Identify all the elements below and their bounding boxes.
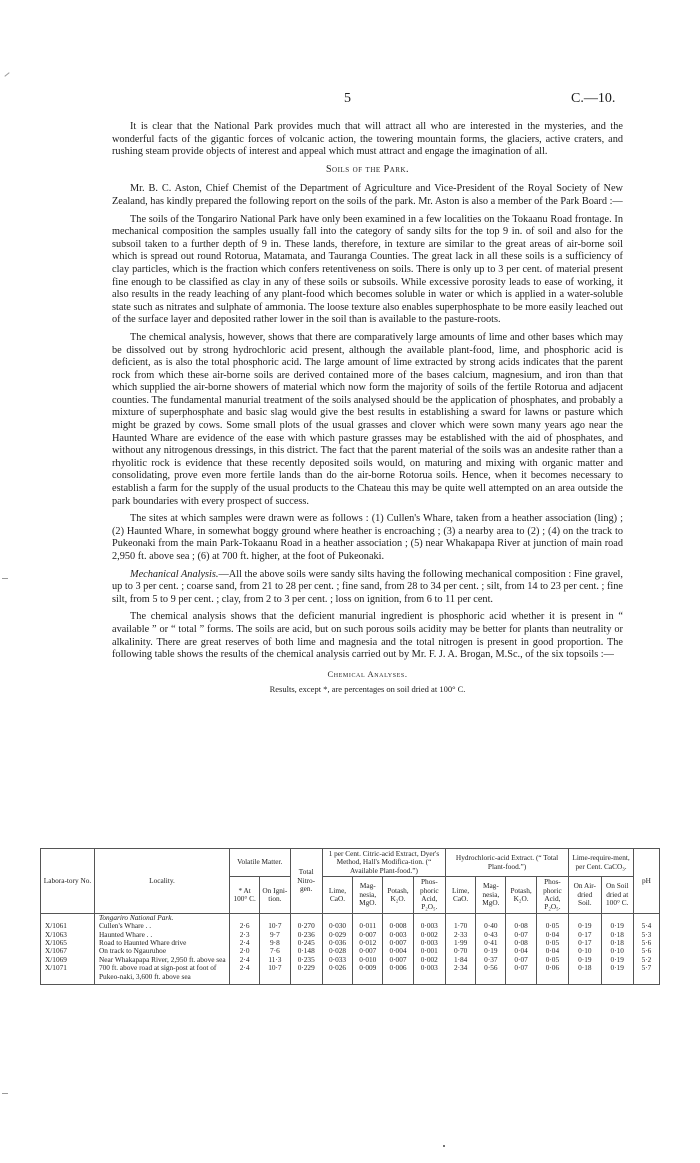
header-soil-dried: On Soil dried at 100° C. — [601, 877, 633, 914]
table-cell-air: 0·19 — [569, 922, 601, 930]
table-cell-c-phos: 0·003 — [413, 939, 445, 947]
table-cell-lab: X/1071 — [41, 964, 95, 984]
table-cell-h-phos: 0·04 — [536, 947, 568, 955]
mechanical-analysis-text: —All the above soils were sandy silts having the following mechanical composition : Fine gravel, up to 3 per cent. ; coarse sand, from 21 to 28 per cent. ; fine sand, from 28 to 34 per cent. ; silt, from 14 to 23 per cent. ; fine silt, from 5 to 9 per cent. ; clay, from 2 to 3 per cent. ; loss on ignition, from 6 to 11 per cent. — [112, 568, 623, 605]
table-cell-air: 0·18 — [569, 964, 601, 984]
table-cell-c-mag: 0·007 — [353, 947, 383, 955]
table-cell-h-lime: 1·70 — [446, 922, 476, 930]
header-vol-at-100: * At 100° C. — [230, 877, 260, 914]
table-cell-n: 0·270 — [290, 922, 322, 930]
table-cell-vol-at: 2·3 — [230, 931, 260, 939]
table-cell-dry: 0·18 — [601, 931, 633, 939]
header-air-dried: On Air-dried Soil. — [569, 877, 601, 914]
table-cell-n: 0·148 — [290, 947, 322, 955]
header-vol-ignition: On Igni-tion. — [260, 877, 290, 914]
table-cell-ph: 5·6 — [633, 947, 659, 955]
aston-intro-paragraph: Mr. B. C. Aston, Chief Chemist of the Department of Agriculture and Vice-President of the Royal Society of New Zealand, has kindly prepared the following report on the soils of the park. Mr. Aston is also a member of the Park Board :— — [112, 183, 623, 207]
table-cell-c-phos: 0·001 — [413, 947, 445, 955]
sample-sites-paragraph: The sites at which samples were drawn were as follows : (1) Cullen's Whare, taken from a heather association (ling) ; (2) Haunted Whare, in somewhat boggy ground where heather is encroaching ; (3) a nearby area to (2) ; (4) on the track to Pukeonaki from the main Park-Tokaanu Road in a heather association ; (5) near Whakapapa River at junction of main road 2,950 ft. above sea ; (6) at 700 ft. higher, at the foot of Pukeonaki. — [112, 513, 623, 562]
table-cell-c-lime: 0·030 — [322, 922, 352, 930]
table-cell-c-phos: 0·003 — [413, 964, 445, 984]
table-cell-vol-at: 2·4 — [230, 939, 260, 947]
table-cell-locality: Near Whakapapa River, 2,950 ft. above sea — [95, 956, 230, 964]
table-cell-vol-ign: 9·7 — [260, 931, 290, 939]
table-cell-h-pot: 0·07 — [506, 964, 536, 984]
table-cell-c-pot: 0·003 — [383, 931, 413, 939]
table-cell-dry: 0·19 — [601, 964, 633, 984]
table-cell-n: 0·245 — [290, 939, 322, 947]
table-cell-ph: 5·2 — [633, 956, 659, 964]
table-cell-h-phos: 0·04 — [536, 931, 568, 939]
table-cell-c-mag: 0·011 — [353, 922, 383, 930]
margin-mark — [2, 578, 8, 579]
table-cell-c-phos: 0·003 — [413, 922, 445, 930]
table-cell-c-lime: 0·026 — [322, 964, 352, 984]
table-cell-vol-at: 2·6 — [230, 922, 260, 930]
table-cell-air: 0·17 — [569, 939, 601, 947]
page-dot — [443, 1145, 445, 1147]
table-cell-locality: Haunted Whare . . — [95, 931, 230, 939]
document-body — [112, 121, 623, 699]
header-citric-magnesia: Mag-nesia, MgO. — [353, 877, 383, 914]
margin-mark — [2, 1093, 8, 1094]
table-caption: Results, except *, are percentages on soil dried at 100° C. — [269, 684, 466, 695]
table-cell-lab: X/1069 — [41, 956, 95, 964]
table-cell-c-pot: 0·004 — [383, 947, 413, 955]
table-cell-c-mag: 0·007 — [353, 931, 383, 939]
table-cell-ph: 5·3 — [633, 931, 659, 939]
table-cell-c-pot: 0·006 — [383, 964, 413, 984]
header-citric-phosphoric: Phos-phoric Acid, P₂O₅. — [413, 877, 445, 914]
header-hcl-phosphoric: Phos-phoric Acid, P₂O₅. — [536, 877, 568, 914]
table-cell-dry: 0·18 — [601, 939, 633, 947]
table-cell-c-lime: 0·028 — [322, 947, 352, 955]
header-locality: Locality. — [95, 849, 230, 914]
header-lime-requirement: Lime-require-ment, per Cent. CaCO₃. — [569, 849, 634, 877]
table-subheading: Tongariro National Park. — [95, 913, 230, 922]
table-cell-h-pot: 0·08 — [506, 922, 536, 930]
table-cell-h-lime: 0·70 — [446, 947, 476, 955]
table-cell-n: 0·236 — [290, 931, 322, 939]
table-cell-c-mag: 0·009 — [353, 964, 383, 984]
table-cell-dry: 0·19 — [601, 922, 633, 930]
table-cell-ph: 5·7 — [633, 964, 659, 984]
table-cell-h-mag: 0·41 — [476, 939, 506, 947]
page-header — [0, 91, 700, 107]
table-cell-h-pot: 0·07 — [506, 931, 536, 939]
table-cell-locality: On track to Ngauruhoe — [95, 947, 230, 955]
header-citric-lime: Lime, CaO. — [322, 877, 352, 914]
table-cell-c-phos: 0·002 — [413, 956, 445, 964]
table-cell-c-phos: 0·002 — [413, 931, 445, 939]
header-hcl-potash: Potash, K₂O. — [506, 877, 536, 914]
table-cell-dry: 0·19 — [601, 956, 633, 964]
table-cell-vol-ign: 9·8 — [260, 939, 290, 947]
table-cell-lab: X/1065 — [41, 939, 95, 947]
table-cell-h-lime: 2·33 — [446, 931, 476, 939]
table-cell-vol-ign: 7·6 — [260, 947, 290, 955]
chemical-analyses-table — [40, 848, 660, 985]
table-cell-air: 0·19 — [569, 956, 601, 964]
table-cell-h-phos: 0·06 — [536, 964, 568, 984]
header-ph: pH — [633, 849, 659, 914]
table-cell-h-pot: 0·08 — [506, 939, 536, 947]
table-cell-n: 0·235 — [290, 956, 322, 964]
table-cell-c-lime: 0·029 — [322, 931, 352, 939]
header-hcl-lime: Lime, CaO. — [446, 877, 476, 914]
table-cell-h-mag: 0·19 — [476, 947, 506, 955]
table-cell-c-pot: 0·007 — [383, 956, 413, 964]
table-cell-air: 0·17 — [569, 931, 601, 939]
table-cell-c-mag: 0·012 — [353, 939, 383, 947]
header-citric-potash: Potash, K₂O. — [383, 877, 413, 914]
table-cell-ph: 5·4 — [633, 922, 659, 930]
header-hcl-magnesia: Mag-nesia, MgO. — [476, 877, 506, 914]
soil-texture-paragraph: The soils of the Tongariro National Park have only been examined in a few localities on the Tokaanu Road frontage. In mechanical composition the samples usually fall into the category of sandy silts for the top 9 in. of soil and also for the subsoil taken to a further depth of 9 in. These lands, therefore, in texture are similar to the great areas of air-borne soil which is spread out round Rotorua, Matamata, and Tauranga Counties. The great lack in all these soils is a sufficiency of clay particles, which is the fraction which confers retentiveness on soils. There is only up to 3 per cent. of material present fine enough to be classified as clay in any of these soils or subsoils. While excessive porosity leads to ease of working, it also results in the ready leaching of any plant-food which becomes soluble in water or which is applied in a water-soluble state such as nitrates and sulphate of ammonia. The loose texture also enables superphosphate to be more easily leached out of the surface layer and deposited rather lower in the soil than is available to the pasture-roots. — [112, 213, 623, 326]
header-hcl-extract: Hydrochloric-acid Extract. (“ Total Plant-food.”) — [446, 849, 569, 877]
table-cell-vol-at: 2·0 — [230, 947, 260, 955]
table-cell-c-mag: 0·010 — [353, 956, 383, 964]
table-cell-h-phos: 0·05 — [536, 922, 568, 930]
table-cell-c-lime: 0·033 — [322, 956, 352, 964]
table-cell-h-lime: 2·34 — [446, 964, 476, 984]
table-cell-locality: 700 ft. above road at sign-post at foot of Pukeo-naki, 3,600 ft. above sea — [95, 964, 230, 984]
intro-paragraph: It is clear that the National Park provides much that will attract all who are interested in the mysteries, and the wonderful facts of the gigantic forces of volcanic action, the towering mountain forms, the glaciers, active craters, and rushing steam provide objects of interest and appeal which must attract and engage the imagination of all. — [112, 121, 623, 158]
table-cell-h-mag: 0·37 — [476, 956, 506, 964]
mechanical-analysis-paragraph — [112, 569, 623, 607]
header-total-nitrogen: Total Nitro-gen. — [290, 849, 322, 914]
table-cell-h-lime: 1·84 — [446, 956, 476, 964]
table-cell-lab: X/1063 — [41, 931, 95, 939]
table-title: Chemical Analyses. — [327, 668, 408, 679]
chemical-analysis-paragraph: The chemical analysis, however, shows that there are comparatively large amounts of lime and other bases which may be dissolved out by strong hydrochloric acid present, although the available plant-food, lime, and phosphoric acid is deficient, as is also the total phosphoric acid. The large amount of lime extracted by strong acids indicates that the parent rock from which these air-borne soils are derived contained more of the bases calcium, magnesium, and iron than that which supplied the air-borne showers of material which now form the majority of soils of the fertile Rotorua and adjacent counties. The fundamental manurial treatment of the soils analysed should be the application of phosphates, and probably a mixture of superphosphate and basic slag would give the best results in establishing a sward for lawns or pasture which might be grazed by cows. Some small plots of the usual grasses and clover which were sown many years ago near the Haunted Whare are evidence of the ease with which pasture grasses may be established with the aid of phosphates, and without any nitrogenous dressings, in this district. The fact that the parent material of the soils was an andesite rather than a rhyolitic rock is evidence that these recently deposited soils would, on maturing and mixing with organic matter and consolidating, prove even more fertile lands than do the air-borne Rotorua soils. Hence, when it becomes necessary to establish a farm for the supply of the usual products to the Chateau this may be quite well attempted on an area outside the park boundaries with every prospect of success. — [112, 331, 623, 507]
table-cell-h-mag: 0·40 — [476, 922, 506, 930]
soils-heading: Soils of the Park. — [325, 163, 409, 175]
margin-mark — [4, 72, 9, 77]
table-cell-locality: Cullen's Whare . . — [95, 922, 230, 930]
table-cell-h-mag: 0·43 — [476, 931, 506, 939]
header-lab-no: Labora-tory No. — [41, 849, 95, 914]
table-cell-vol-ign: 11·3 — [260, 956, 290, 964]
table-cell-h-phos: 0·05 — [536, 956, 568, 964]
table-cell-h-pot: 0·07 — [506, 956, 536, 964]
header-volatile-matter: Volatile Matter. — [230, 849, 290, 877]
table-cell-c-lime: 0·036 — [322, 939, 352, 947]
table-cell-n: 0·229 — [290, 964, 322, 984]
table-cell-air: 0·10 — [569, 947, 601, 955]
document-reference: C.—10. — [571, 91, 616, 106]
table-cell-dry: 0·10 — [601, 947, 633, 955]
table-cell-vol-at: 2·4 — [230, 964, 260, 984]
table-cell-vol-ign: 10·7 — [260, 964, 290, 984]
page-number: 5 — [344, 91, 351, 106]
table-cell-vol-ign: 10·7 — [260, 922, 290, 930]
table-cell-h-lime: 1·99 — [446, 939, 476, 947]
table-cell-locality: Road to Haunted Whare drive — [95, 939, 230, 947]
table-cell-vol-at: 2·4 — [230, 956, 260, 964]
table-cell-c-pot: 0·007 — [383, 939, 413, 947]
mechanical-analysis-lead: Mechanical Analysis. — [130, 568, 219, 580]
closing-paragraph: The chemical analysis shows that the deficient manurial ingredient is phosphoric acid whether it is present in “ available ” or “ total ” forms. The soils are acid, but on such porous soils acidity may be better for plants than neutrality or alkalinity. There are great reserves of both lime and magnesia and the total nitrogen is present in good proportion. The following table shows the results of the chemical analysis carried out by Mr. F. J. A. Brogan, M.Sc., of the six topsoils :— — [112, 611, 623, 661]
table-cell-lab: X/1067 — [41, 947, 95, 955]
table-row — [41, 964, 660, 984]
header-citric-extract: 1 per Cent. Citric-acid Extract, Dyer's Method, Hall's Modifica-tion. (“ Available Plant-food.”) — [322, 849, 445, 877]
table-cell-c-pot: 0·008 — [383, 922, 413, 930]
table-cell-h-mag: 0·56 — [476, 964, 506, 984]
table-cell-h-phos: 0·05 — [536, 939, 568, 947]
table-cell-lab: X/1061 — [41, 922, 95, 930]
table-cell-h-pot: 0·04 — [506, 947, 536, 955]
table-cell-ph: 5·6 — [633, 939, 659, 947]
